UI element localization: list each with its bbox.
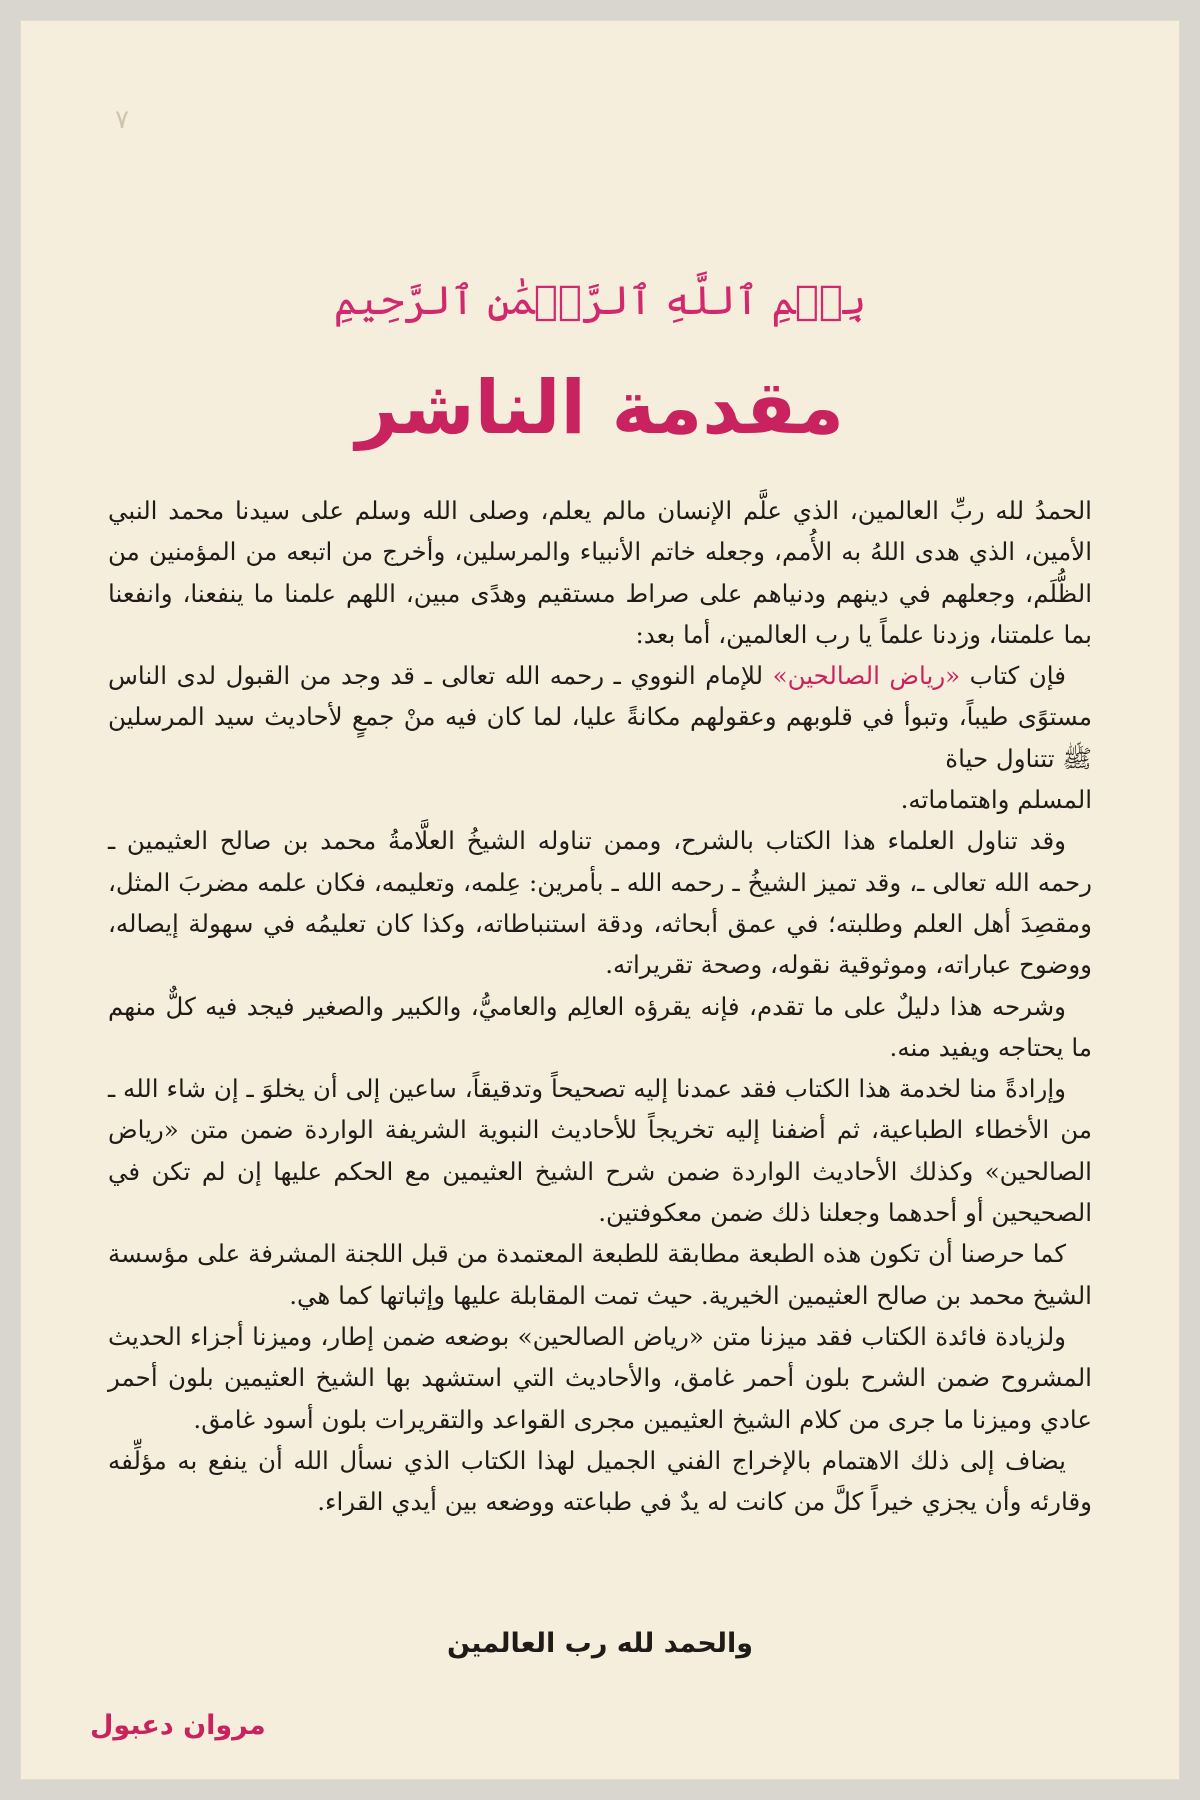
paragraph-riyadh — [108, 655, 1092, 779]
paragraph-closing-prayer: يضاف إلى ذلك الاهتمام بالإخراج الفني الجميل لهذا الكتاب الذي نسأل الله أن ينفع به مؤلِّفه وقارئه وأن يجزي خيراً كلَّ من كانت له يدٌ في طباعته ووضعه بين أيدي القراء. — [108, 1445, 1092, 1517]
publisher-signature: مروان دعبول — [90, 1710, 266, 1741]
riyadh-text-after: للإمام النووي ـ رحمه الله تعالى ـ قد وجد من القبول لدى الناس مستوًى طيباً، وتبوأ في قلوبهم وعقولهم مكانةً عليا، لما كان فيه منْ جمعٍ لأحاديث سيد المرسلين ﷺ تتناول حياة — [108, 661, 1092, 773]
riyadh-text-before: فإن كتاب — [960, 661, 1066, 691]
paragraph-scholars: وقد تناول العلماء هذا الكتاب بالشرح، وممن تناوله الشيخُ العلَّامةُ محمد بن صالح العثيمين ـ رحمه الله تعالى ـ، وقد تميز الشيخُ ـ رحمه الله ـ بأمرين: عِلمه، وتعليمه، فكان علمه مضربَ المثل، ومقصِدَ أهل العلم وطلبته؛ في عمق أبحاثه، ودقة استنباطاته، وكذا كان تعليمُه في سهولة إيصاله، ووضوح عباراته، وموثوقية نقوله، وصحة تقريراته. — [108, 826, 1092, 980]
page-corner-mark: ٧ — [115, 105, 129, 135]
basmala-heading: بِسۡمِ ٱللَّهِ ٱلرَّحۡمَٰنِ ٱلرَّحِيمِ — [333, 278, 867, 324]
book-title-riyadh: «رياض الصالحين» — [772, 661, 961, 691]
closing-line: والحمد لله رب العالمين — [446, 1628, 754, 1659]
paragraph-service: وإرادةً منا لخدمة هذا الكتاب فقد عمدنا إليه تصحيحاً وتدقيقاً، ساعين إلى أن يخلوَ ـ إن شاء الله ـ من الأخطاء الطباعية، ثم أضفنا إليه تخريجاً للأحاديث النبوية الشريفة الواردة ضمن متن «رياض الصالحين» وكذلك الأحاديث الواردة ضمن شرح الشيخ العثيمين مع الحكم عليها إن لم تكن في الصحيحين أو أحدهما وجعلنا ذلك ضمن معكوفتين. — [108, 1074, 1092, 1228]
preface-body — [108, 490, 1092, 1522]
paragraph-edition: كما حرصنا أن تكون هذه الطبعة مطابقة للطبعة المعتمدة من قبل اللجنة المشرفة على مؤسسة الشيخ محمد بن صالح العثيمين الخيرية. حيث تمت المقابلة عليها وإثباتها كما هي. — [108, 1239, 1092, 1310]
book-page — [20, 20, 1180, 1780]
page-title: مقدمة الناشر — [355, 365, 845, 451]
paragraph-colors: ولزيادة فائدة الكتاب فقد ميزنا متن «رياض الصالحين» بوضعه ضمن إطار، وميزنا أجزاء الحديث المشروح ضمن الشرح بلون أحمر غامق، والأحاديث التي استشهد بها الشيخ العثيمين بلون أحمر عادي وميزنا ما جرى من كلام الشيخ العثيمين مجرى القواعد والتقريرات بلون أسود غامق. — [108, 1321, 1092, 1434]
paragraph-explanation: وشرحه هذا دليلٌ على ما تقدم، فإنه يقرؤه العالِم والعاميُّ، والكبير والصغير فيجد فيه كلٌّ منهم ما يحتاجه ويفيد منه. — [108, 991, 1092, 1062]
paragraph-opening: الحمدُ لله ربِّ العالمين، الذي علَّم الإنسان مالم يعلم، وصلى الله وسلم على سيدنا محمد النبي الأمين، الذي هدى اللهُ به الأُمم، وجعله خاتم الأنبياء والمرسلين، وأخرج من اتبعه من المؤمنين من الظُّلَم، وجعلهم في دينهم ودنياهم على صراط مستقيم وهدًى مبين، اللهم علمنا ما ينفعنا، وانفعنا بما علمتنا، وزدنا علماً يا رب العالمين، أما بعد: — [108, 496, 1092, 649]
paragraph-riyadh-end: المسلم واهتماماته. — [900, 785, 1092, 815]
